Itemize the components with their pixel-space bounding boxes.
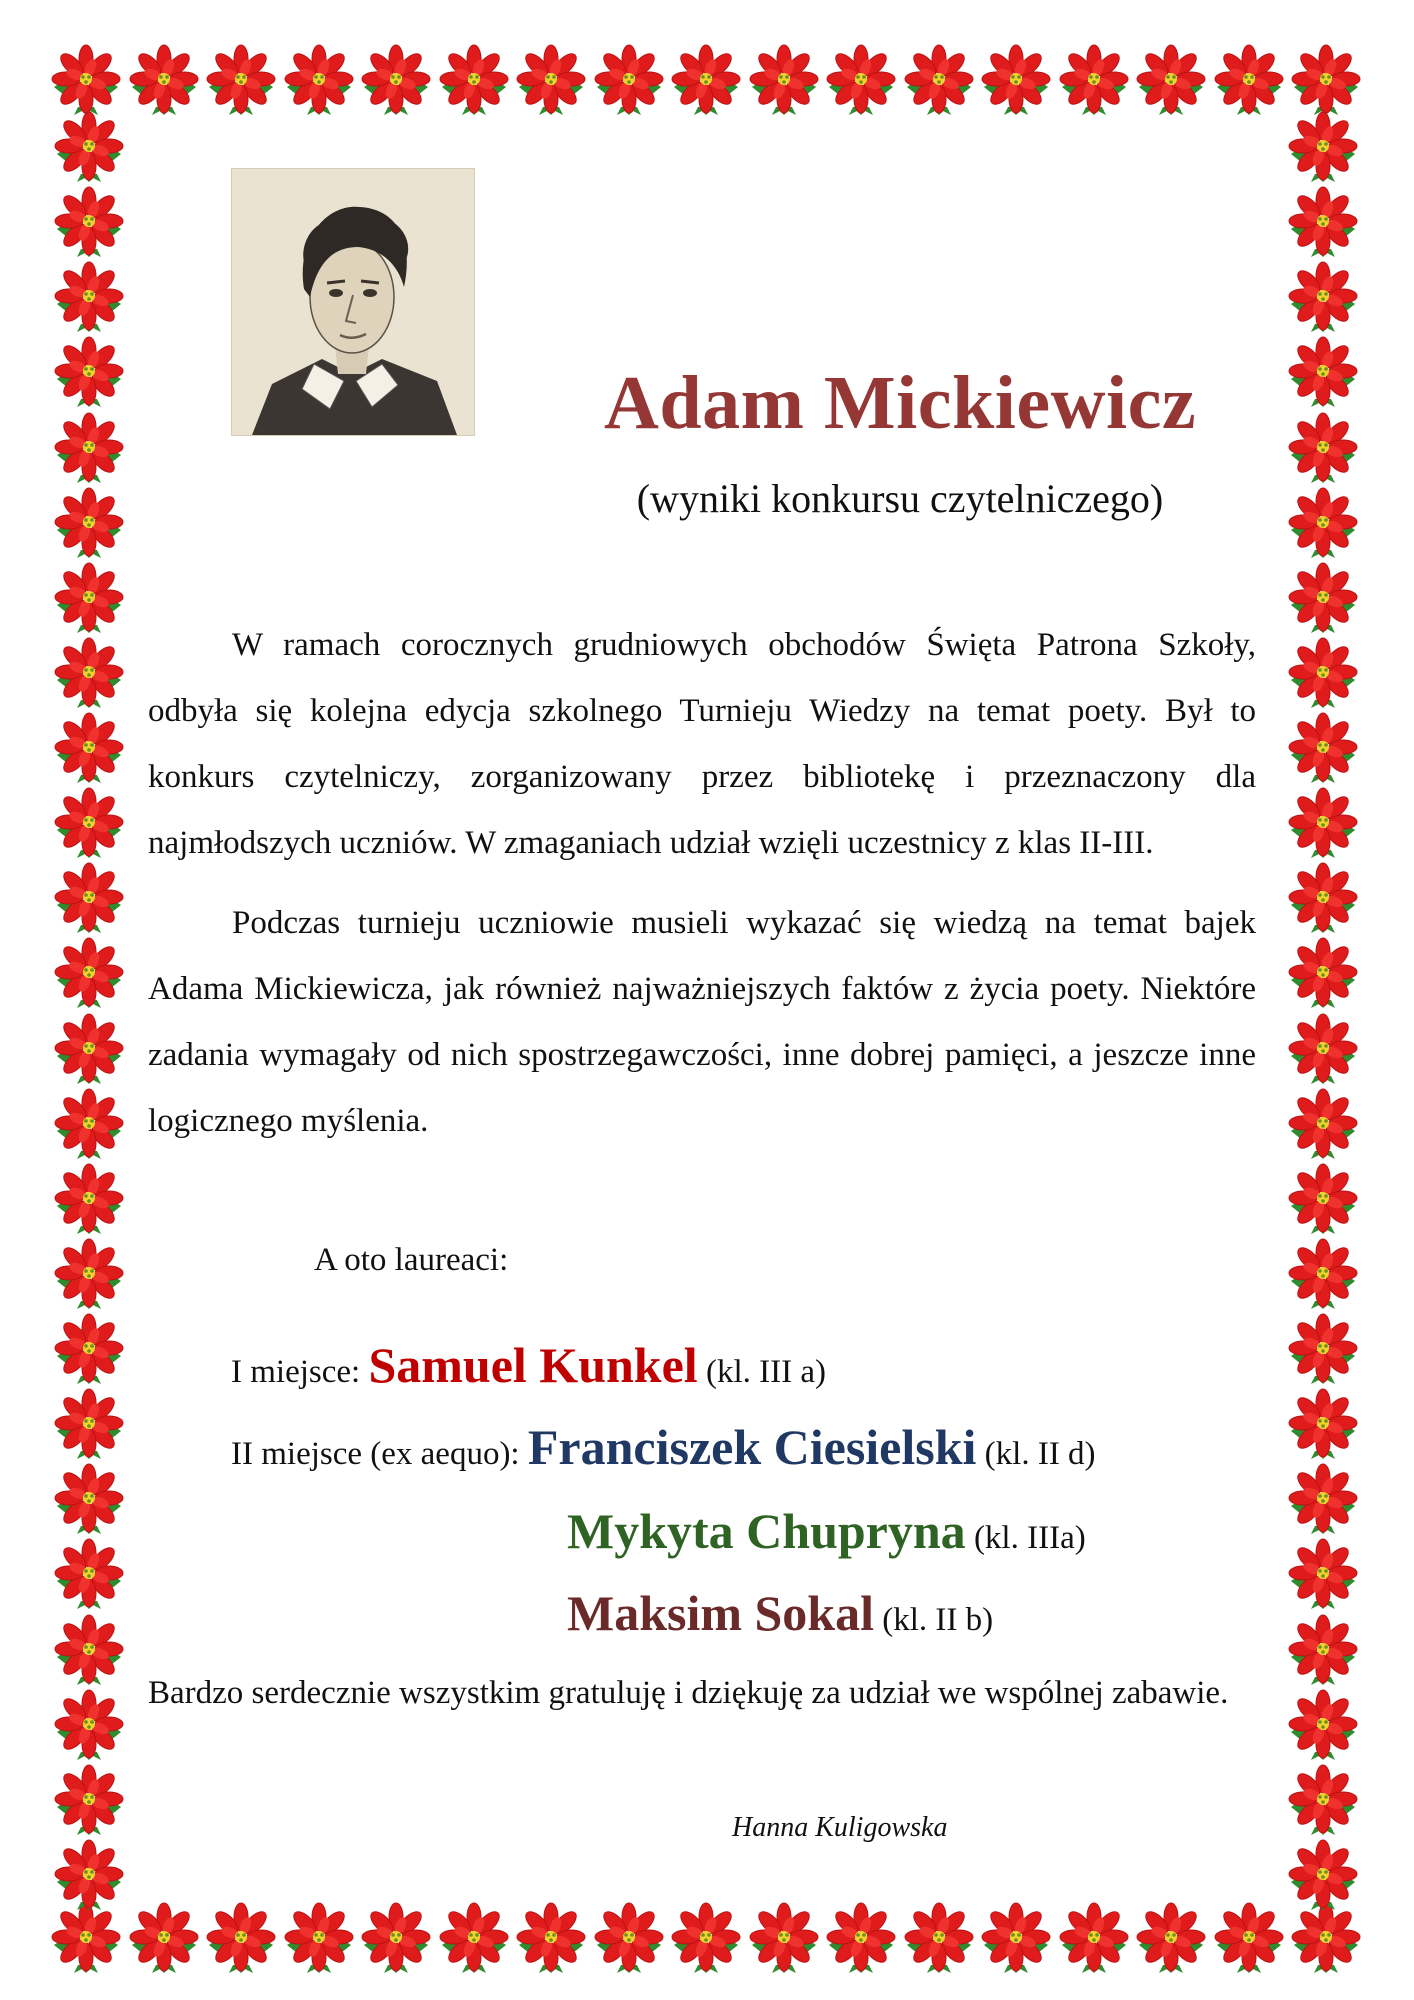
poinsettia-icon [825, 1901, 897, 1973]
poinsettia-icon [1287, 1688, 1359, 1760]
poinsettia-icon [50, 43, 122, 115]
poinsettia-icon [670, 1901, 742, 1973]
poinsettia-icon [593, 1901, 665, 1973]
poinsettia-icon [1287, 260, 1359, 332]
portrait-illustration [232, 169, 474, 435]
signature: Hanna Kuligowska [732, 1812, 948, 1843]
poinsettia-icon [1213, 1901, 1285, 1973]
poinsettia-icon [1287, 1162, 1359, 1234]
article-body [148, 612, 1256, 1168]
winner-class: (kl. IIIa) [965, 1520, 1086, 1556]
winner-name: Maksim Sokal [567, 1585, 875, 1641]
poinsettia-icon [1287, 861, 1359, 933]
poinsettia-icon [1287, 110, 1359, 182]
poinsettia-icon [53, 786, 125, 858]
poinsettia-icon [515, 43, 587, 115]
poinsettia-icon [53, 1012, 125, 1084]
winner-class: (kl. III a) [697, 1354, 826, 1390]
poinsettia-icon [53, 1838, 125, 1910]
poinsettia-icon [1058, 1901, 1130, 1973]
poinsettia-icon [438, 43, 510, 115]
winner-class: (kl. II b) [874, 1602, 994, 1638]
poinsettia-icon [53, 1312, 125, 1384]
poinsettia-icon [53, 486, 125, 558]
winner-second-place-3 [567, 1584, 993, 1642]
poinsettia-icon [1287, 561, 1359, 633]
poinsettia-icon [1287, 1087, 1359, 1159]
poinsettia-icon [1287, 786, 1359, 858]
border-top [50, 40, 1362, 118]
winner-place-label: I miejsce: [231, 1354, 369, 1390]
poinsettia-icon [53, 861, 125, 933]
poinsettia-icon [283, 1901, 355, 1973]
poinsettia-icon [748, 43, 820, 115]
laureaci-intro: A oto laureaci: [314, 1242, 509, 1278]
poinsettia-icon [1287, 711, 1359, 783]
poinsettia-icon [53, 1387, 125, 1459]
poinsettia-icon [515, 1901, 587, 1973]
poinsettia-icon [980, 43, 1052, 115]
closing-text: Bardzo serdecznie wszystkim gratuluję i dziękuję za udział we wspólnej zabawie. [148, 1675, 1229, 1711]
winner-second-place-2 [567, 1502, 1086, 1560]
poinsettia-icon [53, 411, 125, 483]
poinsettia-icon [1287, 185, 1359, 257]
winner-name: Samuel Kunkel [368, 1337, 698, 1393]
winner-second-place-1 [231, 1418, 1096, 1476]
poinsettia-icon [53, 1688, 125, 1760]
poinsettia-icon [53, 711, 125, 783]
poinsettia-icon [748, 1901, 820, 1973]
poinsettia-icon [1287, 411, 1359, 483]
poinsettia-icon [1287, 1012, 1359, 1084]
winner-name: Franciszek Ciesielski [527, 1419, 977, 1475]
poinsettia-icon [1287, 1312, 1359, 1384]
poinsettia-icon [53, 260, 125, 332]
page-title: Adam Mickiewicz [603, 361, 1197, 445]
border-bottom [50, 1898, 1362, 1976]
winner-first-place [231, 1336, 826, 1394]
poinsettia-icon [53, 1613, 125, 1685]
poinsettia-icon [1287, 486, 1359, 558]
poinsettia-icon [53, 185, 125, 257]
poinsettia-icon [593, 43, 665, 115]
poinsettia-icon [903, 43, 975, 115]
winner-name: Mykyta Chupryna [567, 1503, 966, 1559]
poinsettia-icon [53, 936, 125, 1008]
paragraph-intro: W ramach corocznych grudniowych obchodów Święta Patrona Szkoły, odbyła się kolejna edycja szkolnego Turnieju Wiedzy na temat poety. Był to konkurs czytelniczy, zorganizowany przez bibliotekę i przeznaczony dla najmłodszych uczniów. W zmaganiach udział wzięli uczestnicy z klas II-III. [148, 627, 1256, 861]
poinsettia-icon [1287, 1613, 1359, 1685]
poinsettia-icon [1290, 1901, 1362, 1973]
poinsettia-icon [1213, 43, 1285, 115]
poinsettia-icon [1287, 1462, 1359, 1534]
poinsettia-icon [205, 1901, 277, 1973]
poinsettia-icon [903, 1901, 975, 1973]
poinsettia-icon [1287, 1838, 1359, 1910]
poinsettia-icon [438, 1901, 510, 1973]
poinsettia-icon [360, 1901, 432, 1973]
poinsettia-icon [1058, 43, 1130, 115]
poinsettia-icon [1287, 1237, 1359, 1309]
page-subtitle: (wyniki konkursu czytelniczego) [636, 476, 1164, 521]
poinsettia-icon [1287, 936, 1359, 1008]
winner-class: (kl. II d) [976, 1436, 1096, 1472]
poinsettia-icon [53, 636, 125, 708]
poinsettia-icon [53, 1537, 125, 1609]
poinsettia-icon [128, 1901, 200, 1973]
poinsettia-icon [1135, 1901, 1207, 1973]
poinsettia-icon [1287, 1537, 1359, 1609]
poinsettia-icon [53, 561, 125, 633]
winner-place-label: II miejsce (ex aequo): [231, 1436, 528, 1472]
poinsettia-icon [50, 1901, 122, 1973]
poinsettia-icon [53, 1237, 125, 1309]
poinsettia-icon [53, 335, 125, 407]
poinsettia-icon [1287, 335, 1359, 407]
poinsettia-icon [53, 1462, 125, 1534]
portrait-image [231, 168, 475, 436]
poinsettia-icon [980, 1901, 1052, 1973]
poinsettia-icon [205, 43, 277, 115]
poinsettia-icon [1290, 43, 1362, 115]
poinsettia-icon [1287, 1387, 1359, 1459]
paragraph-tournament: Podczas turnieju uczniowie musieli wykazać się wiedzą na temat bajek Adama Mickiewicza, jak również najważniejszych faktów z życia poety. Niektóre zadania wymagały od nich spostrzegawczości, inne dobrej pamięci, a jeszcze inne logicznego myślenia. [148, 905, 1256, 1139]
poinsettia-icon [1287, 1763, 1359, 1835]
poinsettia-icon [53, 1087, 125, 1159]
poinsettia-icon [1135, 43, 1207, 115]
poinsettia-icon [1287, 636, 1359, 708]
border-right [1284, 110, 1362, 1910]
poinsettia-icon [670, 43, 742, 115]
poinsettia-icon [53, 1162, 125, 1234]
border-left [50, 110, 128, 1910]
poinsettia-icon [53, 1763, 125, 1835]
poinsettia-icon [283, 43, 355, 115]
poinsettia-icon [53, 110, 125, 182]
poinsettia-icon [825, 43, 897, 115]
poinsettia-icon [128, 43, 200, 115]
poinsettia-icon [360, 43, 432, 115]
